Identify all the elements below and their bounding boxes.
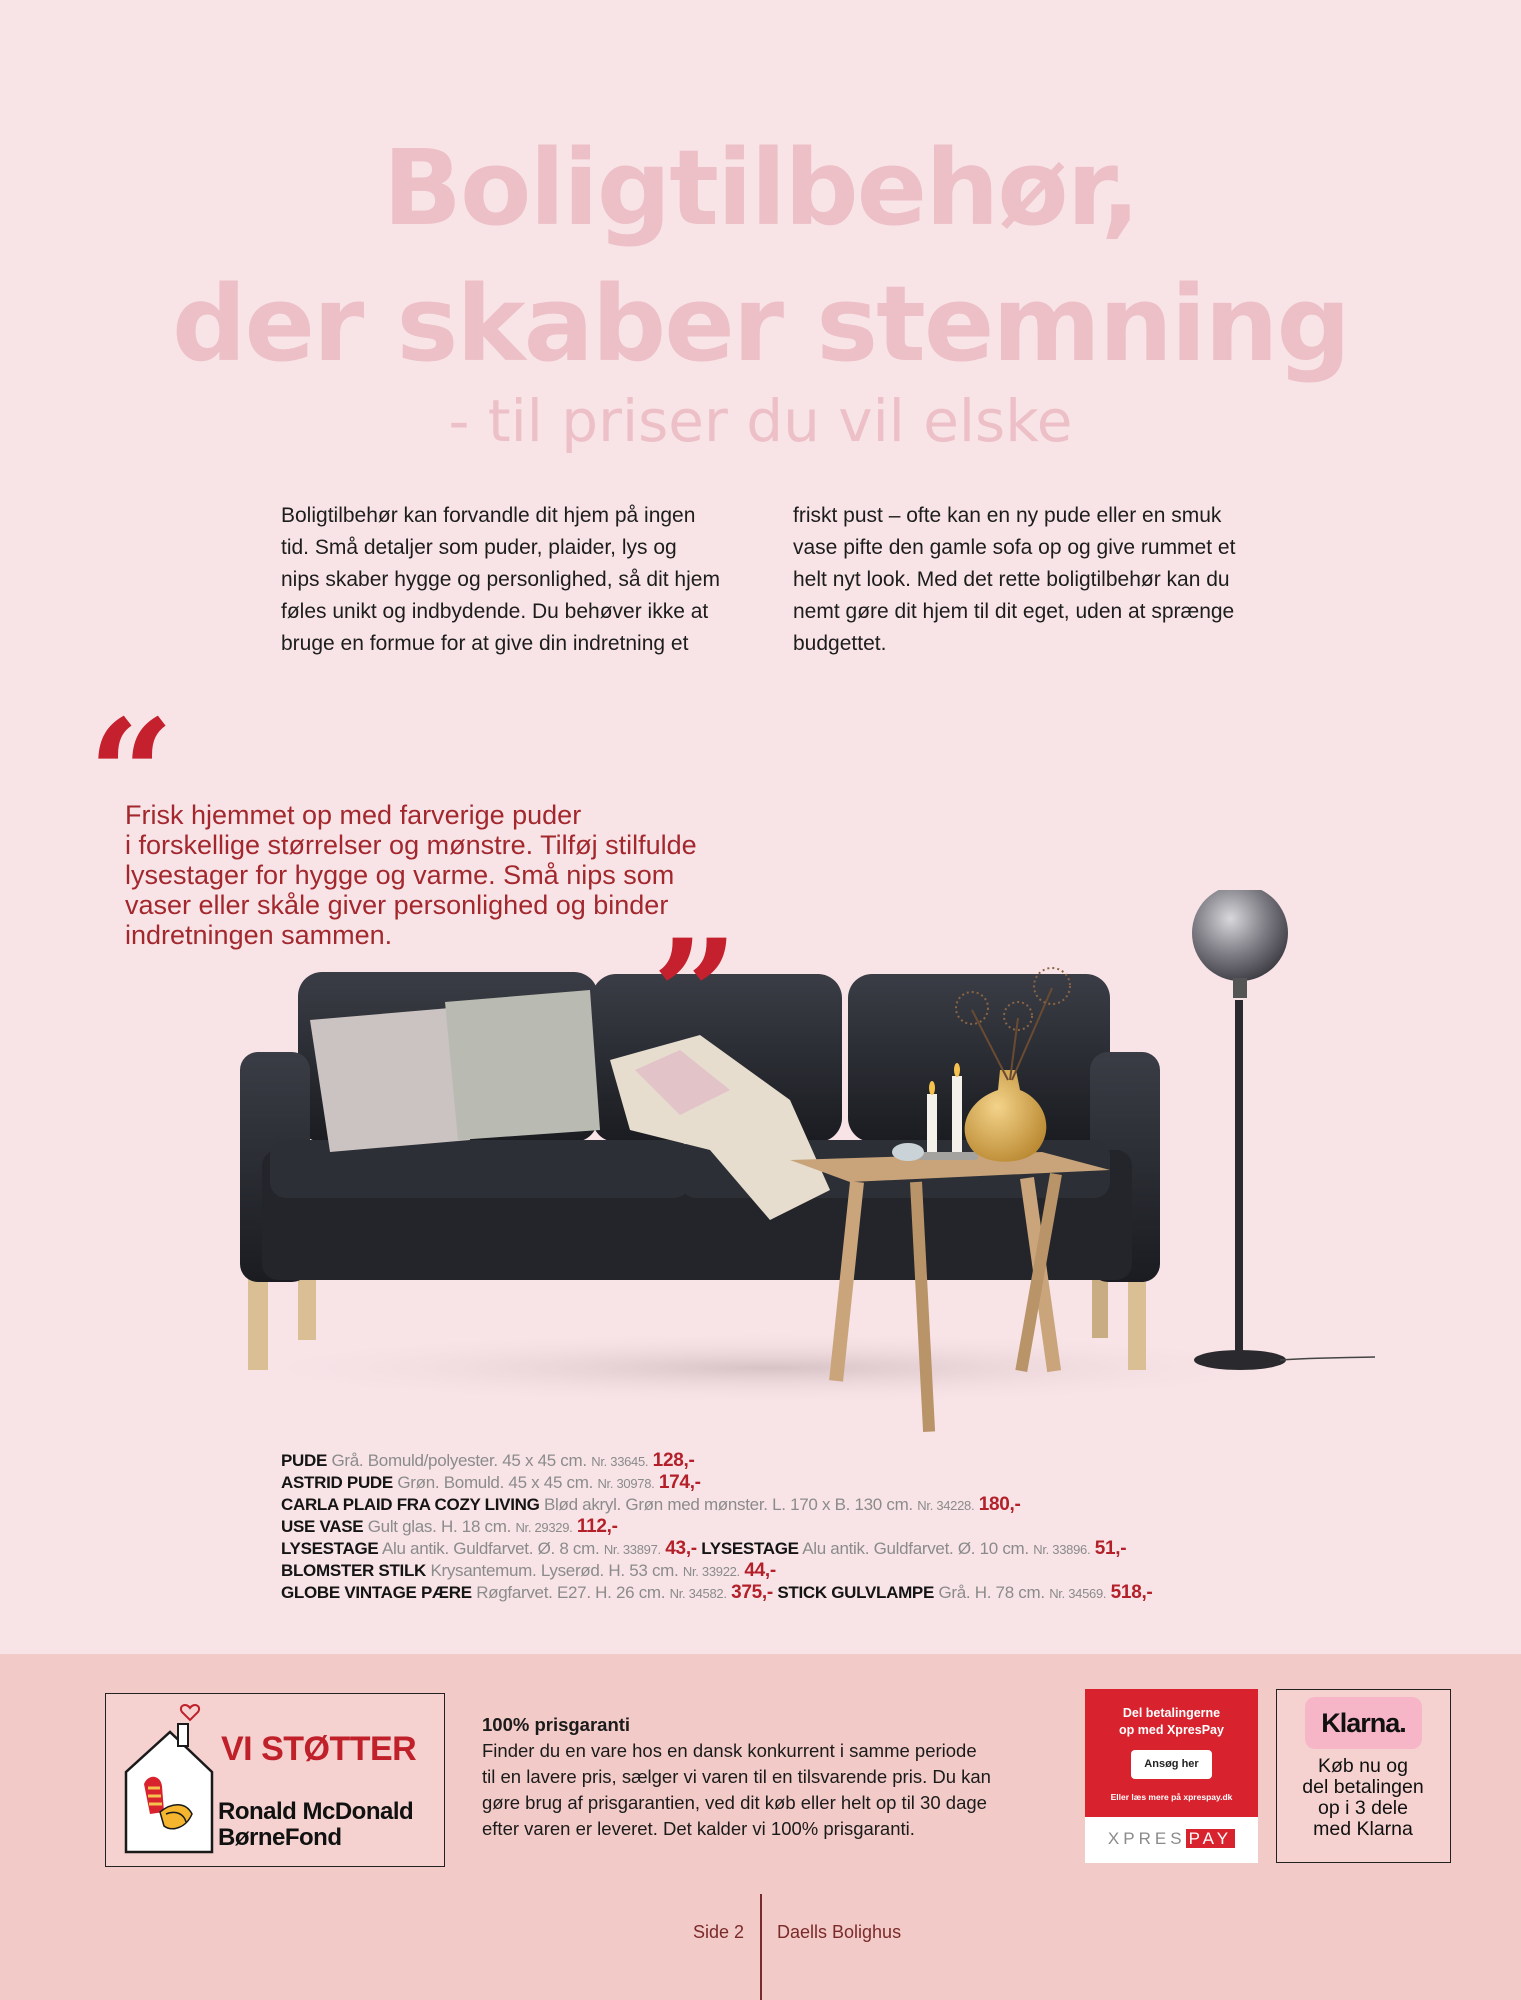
intro-line: nemt gøre dit hjem til dit eget, uden at sprænge <box>793 600 1235 623</box>
product-desc: Røgfarvet. E27. H. 26 cm. <box>476 1583 666 1602</box>
intro-line: Boligtilbehør kan forvandle dit hjem på ingen <box>281 504 696 527</box>
page-brand: Daells Bolighus <box>777 1922 902 1942</box>
product-desc: Blød akryl. Grøn med mønster. L. 170 x B. 130 cm. <box>543 1495 913 1514</box>
intro-line: budgettet. <box>793 632 887 655</box>
klarna-logo: Klarna. <box>1305 1697 1422 1749</box>
klarna-line: del betalingen <box>1302 1776 1424 1798</box>
product-name: LYSESTAGE <box>701 1539 799 1558</box>
rmhc-badge <box>105 1693 445 1867</box>
klarna-line: op i 3 dele <box>1318 1797 1408 1819</box>
product-desc: Alu antik. Guldfarvet. Ø. 10 cm. <box>802 1539 1029 1558</box>
xprespay-line: Del betalingerne <box>1122 1706 1221 1720</box>
klarna-ad <box>1276 1689 1451 1863</box>
quote-close-mark: ” <box>652 907 739 1083</box>
product-price: 128,- <box>652 1450 695 1471</box>
xprespay-logo <box>1085 1829 1258 1849</box>
product-line-carla <box>281 1494 1281 1516</box>
guarantee-line: til en lavere pris, sælger vi varen til en tilsvarende pris. Du kan <box>482 1766 991 1787</box>
intro-line: helt nyt look. Med det rette boligtilbehør kan du <box>793 568 1230 591</box>
quote-line: Frisk hjemmet op med farverige puder <box>125 800 582 830</box>
product-price: 174,- <box>658 1472 701 1493</box>
xprespay-red-panel <box>1085 1689 1258 1817</box>
footer <box>0 1654 1521 2000</box>
product-line-astrid <box>281 1472 1281 1494</box>
quote-line: indretningen sammen. <box>125 920 393 950</box>
house-heart-hands-icon <box>120 1702 218 1860</box>
product-name: USE VASE <box>281 1517 364 1536</box>
guarantee-line: gøre brug af prisgarantien, ved dit køb eller helt op til 30 dage <box>482 1792 987 1813</box>
guarantee-title: 100% prisgaranti <box>482 1714 631 1735</box>
quote-open-mark: “ <box>88 687 175 863</box>
product-price: 112,- <box>576 1516 618 1537</box>
product-list <box>281 1450 1281 1604</box>
headline-line-1: Boligtilbehør, <box>382 127 1139 249</box>
footer-divider <box>760 1894 762 2000</box>
product-line-blomster <box>281 1560 1281 1582</box>
xprespay-apply-button[interactable]: Ansøg her <box>1131 1750 1212 1779</box>
guarantee-line: efter varen er leveret. Det kalder vi 100% prisgaranti. <box>482 1818 915 1839</box>
product-line-lysestage <box>281 1538 1281 1560</box>
intro-line: føles unikt og indbydende. Du behøver ikke at <box>281 600 709 623</box>
price-guarantee <box>482 1712 1042 1842</box>
product-price: 375,- <box>731 1582 773 1603</box>
quote-line: i forskellige størrelser og mønstre. Tilføj stilfulde <box>125 830 697 860</box>
product-nr: Nr. 33896. <box>1033 1542 1091 1557</box>
intro-column-right <box>793 500 1273 660</box>
product-desc: Gult glas. H. 18 cm. <box>367 1517 512 1536</box>
rmhc-vi-stotter: VI STØTTER <box>221 1730 417 1768</box>
product-desc: Grøn. Bomuld. 45 x 45 cm. <box>397 1473 594 1492</box>
product-nr: Nr. 34569. <box>1049 1586 1107 1601</box>
klarna-line: Køb nu og <box>1318 1755 1408 1777</box>
product-nr: Nr. 33922. <box>682 1564 740 1579</box>
product-name: GLOBE VINTAGE PÆRE <box>281 1583 472 1602</box>
intro-line: nips skaber hygge og personlighed, så dit hjem <box>281 568 720 591</box>
product-price: 518,- <box>1110 1582 1153 1603</box>
sofa-scene-image <box>230 890 1380 1450</box>
product-price: 51,- <box>1094 1538 1127 1559</box>
product-price: 180,- <box>978 1494 1021 1515</box>
xprespay-headline <box>1085 1705 1258 1739</box>
headline-line-2: der skaber stemning <box>172 263 1349 385</box>
product-name: CARLA PLAID FRA COZY LIVING <box>281 1495 540 1514</box>
quote-line: lysestager for hygge og varme. Små nips som <box>125 860 675 890</box>
rmhc-name-line-1: Ronald McDonald <box>218 1798 414 1825</box>
intro-line: bruge en formue for at give din indretning et <box>281 632 689 655</box>
product-line-vase <box>281 1516 1281 1538</box>
intro-line: vase pifte den gamle sofa op og give rummet et <box>793 536 1236 559</box>
product-price: 43,- <box>665 1538 697 1559</box>
klarna-text <box>1277 1756 1449 1840</box>
xprespay-ad <box>1085 1689 1258 1863</box>
product-desc: Grå. Bomuld/polyester. 45 x 45 cm. <box>331 1451 587 1470</box>
xprespay-logo-b: PAY <box>1186 1829 1236 1848</box>
product-nr: Nr. 29329. <box>515 1520 573 1535</box>
headline-subline: - til priser du vil elske <box>448 387 1073 455</box>
product-price: 44,- <box>744 1560 776 1581</box>
xprespay-logo-a: XPRES <box>1107 1829 1186 1848</box>
intro-line: friskt pust – ofte kan en ny pude eller en smuk <box>793 504 1222 527</box>
quote-line: vaser eller skåle giver personlighed og binder <box>125 890 669 920</box>
page-number: Side 2 <box>692 1922 744 1942</box>
product-nr: Nr. 33645. <box>591 1454 649 1469</box>
product-desc: Krysantemum. Lyserød. H. 53 cm. <box>430 1561 679 1580</box>
product-line-pude <box>281 1450 1281 1472</box>
product-name: PUDE <box>281 1451 328 1470</box>
product-name: LYSESTAGE <box>281 1539 379 1558</box>
guarantee-line: Finder du en vare hos en dansk konkurrent i samme periode <box>482 1740 977 1761</box>
product-desc: Grå. H. 78 cm. <box>938 1583 1045 1602</box>
intro-line: tid. Små detaljer som puder, plaider, lys og <box>281 536 677 559</box>
product-nr: Nr. 30978. <box>597 1476 655 1491</box>
product-line-globe <box>281 1582 1281 1604</box>
product-nr: Nr. 34582. <box>669 1586 727 1601</box>
product-desc: Alu antik. Guldfarvet. Ø. 8 cm. <box>381 1539 600 1558</box>
product-name: BLOMSTER STILK <box>281 1561 427 1580</box>
product-nr: Nr. 33897. <box>603 1542 661 1557</box>
rmhc-name-line-2: BørneFond <box>218 1824 342 1851</box>
product-name: STICK GULVLAMPE <box>777 1583 935 1602</box>
xprespay-small-link[interactable]: Eller læs mere på xprespay.dk <box>1110 1792 1233 1802</box>
product-nr: Nr. 34228. <box>917 1498 975 1513</box>
intro-column-left <box>281 500 761 660</box>
xprespay-line: op med XpresPay <box>1119 1723 1224 1737</box>
klarna-line: med Klarna <box>1313 1818 1413 1840</box>
product-name: ASTRID PUDE <box>281 1473 393 1492</box>
